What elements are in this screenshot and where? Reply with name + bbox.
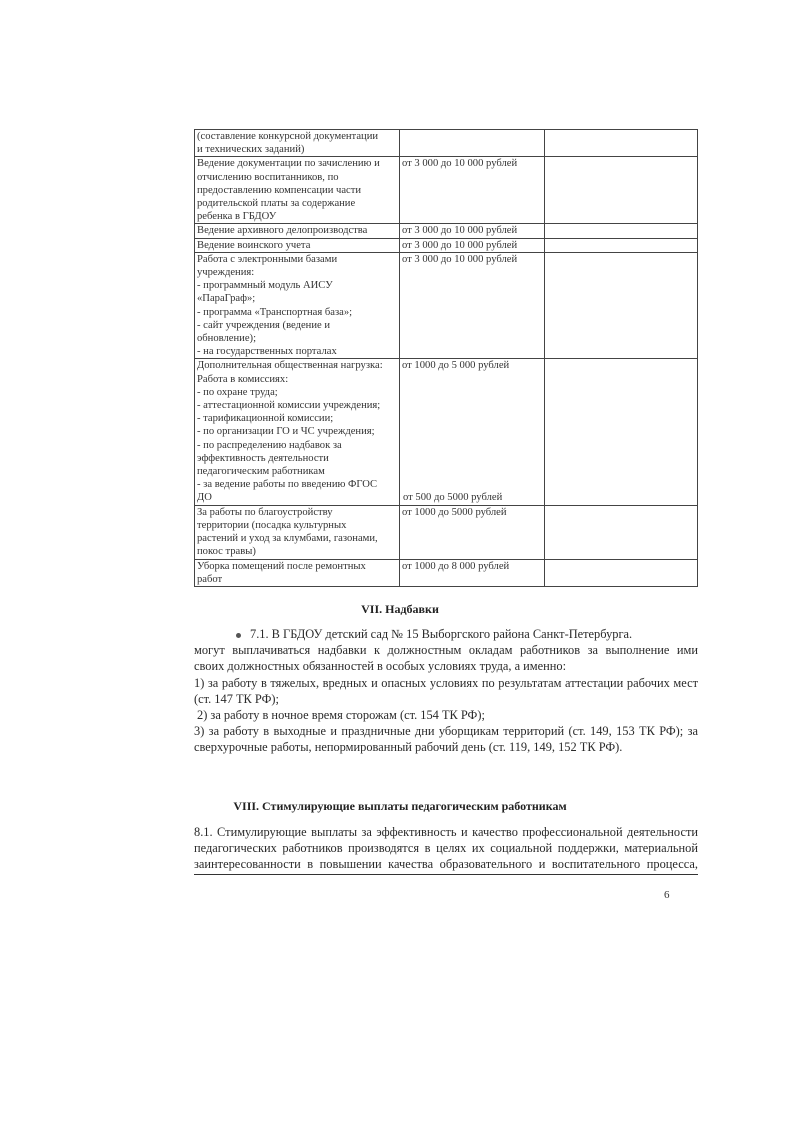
paragraph-line: (ст. 147 ТК РФ);	[194, 691, 279, 706]
amount-text: от 1000 до 5 000 рублей	[402, 360, 510, 372]
amount-text: от 1000 до 8 000 рублей	[402, 560, 510, 572]
paragraph-line: своих должностных обязанностей в особых условиях труда, а именно:	[194, 659, 567, 674]
amount-text-secondary: от 500 до 5000 рублей	[403, 492, 503, 504]
work-type-line: - за ведение работы по введению ФГОС	[197, 479, 378, 491]
work-type-line: Ведение архивного делопроизводства	[197, 225, 368, 237]
work-type-line: - программный модуль АИСУ	[197, 280, 333, 292]
section-8-title: VIII. Стимулирующие выплаты педагогическим работникам	[233, 799, 567, 813]
section-7-body	[194, 626, 698, 756]
table-row	[195, 157, 698, 224]
work-type-line: Ведение документации по зачислению и	[197, 158, 380, 170]
work-type-line: учреждения:	[197, 267, 255, 279]
work-type-line: - по охране труда;	[197, 386, 278, 398]
paragraph-line: педагогических работников производятся в целях их социальной поддержки, материальной	[194, 841, 698, 856]
amount-cell	[400, 505, 545, 559]
work-type-line: Работа в комиссиях:	[197, 373, 289, 385]
amount-cell	[400, 252, 545, 359]
table-row	[195, 505, 698, 559]
work-type-cell	[195, 157, 400, 224]
work-type-line: и технических заданий)	[197, 144, 305, 156]
paragraph-line: 3) за работу в выходные и праздничные дни уборщикам территорий (ст. 149, 153 ТК РФ); за	[194, 724, 698, 739]
amount-text: от 3 000 до 10 000 рублей	[402, 253, 518, 265]
amount-text: от 1000 до 5000 рублей	[402, 506, 507, 518]
empty-cell	[545, 559, 698, 586]
work-type-line: Уборка помещений после ремонтных	[197, 560, 366, 572]
work-type-line: - программа «Транспортная база»;	[197, 306, 353, 318]
empty-cell	[545, 157, 698, 224]
work-type-line: - на государственных порталах	[197, 346, 337, 358]
work-type-line: педагогическим работникам	[197, 466, 325, 478]
work-type-cell	[195, 252, 400, 359]
work-type-line: Работа с электронными базами	[197, 253, 338, 265]
work-type-line: - по организации ГО и ЧС учреждения;	[197, 426, 375, 438]
work-type-line: «ПараГраф»;	[197, 293, 256, 305]
work-type-line: обновление);	[197, 333, 257, 345]
payments-table	[194, 129, 698, 587]
work-type-line: ДО	[197, 492, 212, 504]
work-type-line: работ	[197, 573, 223, 585]
amount-text: от 3 000 до 10 000 рублей	[402, 158, 518, 170]
work-type-line: (составление конкурсной документации	[197, 131, 379, 142]
table-row	[195, 238, 698, 252]
work-type-line: - аттестационной комиссии учреждения;	[197, 400, 381, 412]
page-number: 6	[664, 889, 670, 901]
table-row	[195, 224, 698, 238]
table-row	[195, 559, 698, 586]
work-type-line: - по распределению надбавок за	[197, 439, 342, 451]
table-row	[195, 252, 698, 359]
amount-cell	[400, 359, 545, 505]
work-type-line: - сайт учреждения (ведение и	[197, 319, 331, 331]
section-7-title: VII. Надбавки	[361, 602, 439, 616]
work-type-line: эффективность деятельности	[197, 452, 329, 464]
work-type-line: родительской платы за содержание	[197, 198, 356, 210]
empty-cell	[545, 359, 698, 505]
work-type-line: покос травы)	[197, 546, 256, 558]
paragraph-line: сверхурочные работы, непормированный рабочий день (ст. 119, 149, 152 ТК РФ).	[194, 740, 623, 755]
paragraph-line: 8.1. Стимулирующие выплаты за эффективность и качество профессиональной деятельности	[194, 825, 698, 839]
table-row	[195, 130, 698, 157]
empty-cell	[545, 252, 698, 359]
amount-text: от 3 000 до 10 000 рублей	[402, 239, 518, 251]
divider-line	[194, 874, 698, 875]
work-type-line: предоставлению компенсации части	[197, 184, 362, 196]
amount-cell	[400, 238, 545, 252]
amount-cell	[400, 559, 545, 586]
paragraph-line: заинтересованности в повышении качества образовательного и воспитательного процесса,	[194, 857, 698, 872]
work-type-cell	[195, 130, 400, 157]
work-type-line: Ведение воинского учета	[197, 239, 311, 251]
paragraph-line: 2) за работу в ночное время сторожам (ст. 154 ТК РФ);	[197, 708, 485, 723]
table-row	[195, 359, 698, 505]
empty-cell	[545, 505, 698, 559]
work-type-cell	[195, 238, 400, 252]
section-8-body	[194, 824, 698, 873]
work-type-line: ребенка в ГБДОУ	[197, 211, 277, 223]
empty-cell	[545, 224, 698, 238]
paragraph-line: могут выплачиваться надбавки к должностным окладам работников за выполнение ими	[194, 643, 698, 658]
work-type-line: За работы по благоустройству	[197, 506, 333, 518]
empty-cell	[545, 130, 698, 157]
empty-cell	[545, 238, 698, 252]
amount-cell	[400, 130, 545, 157]
work-type-cell	[195, 224, 400, 238]
amount-text: от 3 000 до 10 000 рублей	[402, 225, 518, 237]
paragraph-line: 1) за работу в тяжелых, вредных и опасных условиях по результатам аттестации рабочих мест	[194, 675, 698, 690]
amount-cell	[400, 157, 545, 224]
work-type-line: растений и уход за клумбами, газонами,	[197, 533, 378, 545]
amount-cell	[400, 224, 545, 238]
work-type-cell	[195, 359, 400, 505]
work-type-line: отчислению воспитанников, по	[197, 171, 339, 183]
work-type-line: - тарификационной комиссии;	[197, 413, 334, 425]
bullet-text: 7.1. В ГБДОУ детский сад № 15 Выборгского района Санкт-Петербурга.	[250, 627, 633, 641]
bullet-item	[194, 626, 698, 642]
work-type-line: территории (посадка культурных	[197, 519, 347, 531]
bullet-icon	[236, 633, 241, 638]
work-type-cell	[195, 505, 400, 559]
work-type-line: Дополнительная общественная нагрузка:	[197, 360, 383, 372]
work-type-cell	[195, 559, 400, 586]
